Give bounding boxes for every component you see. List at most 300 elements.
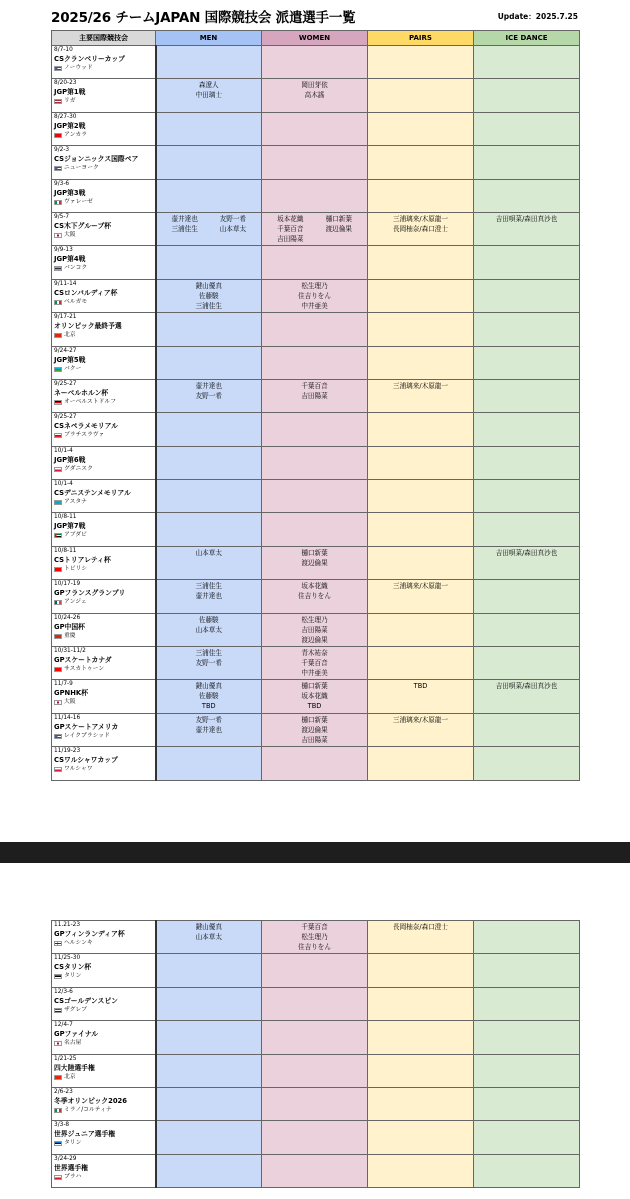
event-location — [54, 98, 153, 105]
event-name: 冬季オリンピック2026 — [54, 1096, 128, 1105]
skater-name: 三浦璃来/木原龍一 — [393, 381, 448, 390]
event-cell — [52, 713, 156, 746]
skater-name: 松生理乃 — [301, 615, 328, 624]
event-row — [52, 79, 580, 112]
skater-name: 千葉百音 — [301, 659, 328, 668]
skater-name: 三浦佳生 — [195, 582, 222, 591]
event-cell — [52, 921, 156, 954]
event-location — [54, 366, 153, 373]
skater-name: 三浦佳生 — [171, 224, 198, 233]
event-date: 3/3-8 — [54, 1122, 70, 1129]
event-name: JGP第7戦 — [54, 522, 86, 531]
ice-names — [478, 548, 575, 558]
event-location-label: バンコク — [64, 265, 88, 272]
men-cell — [156, 112, 262, 145]
women-cell — [262, 1154, 368, 1187]
event-date: 1/21-25 — [54, 1055, 77, 1062]
event-location-label: 北京 — [64, 1073, 76, 1080]
skater-name: 友野一希 — [219, 214, 247, 223]
pairs-cell — [368, 513, 474, 546]
event-location-label: ヘルシンキ — [64, 940, 93, 946]
event-location — [54, 633, 153, 640]
women-cell — [262, 747, 368, 780]
event-row — [52, 1087, 580, 1120]
event-location — [54, 940, 153, 947]
event-date: 8/20-23 — [54, 80, 77, 87]
event-date: 12/4-7 — [54, 1022, 73, 1029]
event-row — [52, 613, 580, 646]
women-cell — [262, 1054, 368, 1087]
event-cell — [52, 1121, 156, 1154]
italy-flag-icon — [54, 1108, 62, 1113]
women-names — [266, 715, 363, 745]
event-date: 10/1-4 — [54, 447, 73, 454]
event-cell — [52, 613, 156, 646]
skater-name: 松生理乃 — [301, 933, 328, 941]
women-cell — [262, 613, 368, 646]
skater-name: 千葉百音 — [277, 224, 304, 233]
men-cell — [156, 513, 262, 546]
assignment-table-page2 — [51, 920, 580, 1188]
skater-name: 渡辺倫果 — [301, 558, 328, 567]
japan-flag-icon — [54, 700, 62, 705]
pairs-names — [372, 922, 469, 932]
skater-name: 長岡柚奈/森口澄士 — [393, 224, 448, 233]
men-cell — [156, 212, 262, 245]
japan-flag-icon — [54, 233, 62, 238]
women-cell — [262, 921, 368, 954]
event-date: 11/14-16 — [54, 714, 81, 721]
women-names — [266, 648, 363, 678]
skater-name: 三浦璃来/木原龍一 — [393, 582, 448, 591]
event-cell — [52, 112, 156, 145]
ice-cell — [474, 1054, 580, 1087]
event-date: 11/19-23 — [54, 748, 81, 755]
event-name: GPスケートアメリカ — [54, 722, 119, 731]
event-location-label: タリン — [64, 1140, 82, 1147]
skater-name: 住吉りをん — [298, 291, 331, 300]
event-location — [54, 766, 153, 773]
skater-name: 三浦佳生 — [195, 301, 222, 310]
ice-cell — [474, 146, 580, 179]
pairs-cell — [368, 246, 474, 279]
men-cell — [156, 446, 262, 479]
event-cell — [52, 279, 156, 312]
ice-cell — [474, 747, 580, 780]
skater-name: 吉田唄菜/森田真沙也 — [495, 214, 558, 223]
pairs-cell — [368, 1054, 474, 1087]
women-cell — [262, 179, 368, 212]
event-location-label: 大阪 — [64, 699, 76, 706]
event-name: CSゴールデンスピン — [54, 996, 118, 1005]
men-names — [161, 281, 258, 311]
event-name: GPファイナル — [54, 1030, 99, 1039]
women-cell — [262, 446, 368, 479]
event-location-label: サスカトゥーン — [64, 666, 105, 673]
skater-name: 壷井達也 — [195, 381, 222, 390]
event-row — [52, 346, 580, 379]
women-cell — [262, 546, 368, 579]
women-names — [266, 615, 363, 645]
event-location — [54, 1140, 153, 1147]
event-row — [52, 713, 580, 746]
men-cell — [156, 313, 262, 346]
event-row — [52, 279, 580, 312]
ice-cell — [474, 379, 580, 412]
event-location — [54, 973, 153, 980]
women-cell — [262, 1121, 368, 1154]
pairs-names — [372, 214, 469, 234]
skater-name: 千葉百音 — [301, 381, 328, 390]
event-cell — [52, 79, 156, 112]
women-names — [266, 214, 363, 244]
men-cell — [156, 46, 262, 79]
men-cell — [156, 647, 262, 680]
event-cell — [52, 1054, 156, 1087]
skater-name: TBD — [413, 682, 428, 691]
event-name: JGP第3戦 — [54, 188, 86, 197]
event-date: 10/8-11 — [54, 514, 77, 521]
ice-cell — [474, 613, 580, 646]
women-cell — [262, 146, 368, 179]
skater-name: 吉田陽菜 — [301, 735, 328, 744]
skater-name: 壷井達也 — [171, 214, 198, 223]
skater-name: 青木祐奈 — [301, 649, 328, 658]
event-row — [52, 987, 580, 1020]
event-date: 11.21-23 — [54, 922, 81, 928]
ice-cell — [474, 346, 580, 379]
men-cell — [156, 680, 262, 713]
ice-cell — [474, 79, 580, 112]
women-cell — [262, 713, 368, 746]
pairs-cell — [368, 580, 474, 613]
event-location — [54, 1007, 153, 1014]
men-cell — [156, 1087, 262, 1120]
czech-flag-icon — [54, 1175, 62, 1180]
ice-cell — [474, 1021, 580, 1054]
women-names — [266, 581, 363, 601]
event-location — [54, 132, 153, 139]
event-name: CSタリン杯 — [54, 963, 92, 972]
event-location-label: ワルシャワ — [64, 766, 93, 773]
italy-flag-icon — [54, 200, 62, 205]
event-cell — [52, 1087, 156, 1120]
men-cell — [156, 346, 262, 379]
skater-name: 住吉りをん — [298, 943, 331, 951]
ice-cell — [474, 647, 580, 680]
pairs-cell — [368, 346, 474, 379]
skater-name: 三浦璃来/木原龍一 — [393, 214, 448, 223]
event-date: 9/25-27 — [54, 414, 77, 421]
event-location-label: ミラノ/コルティナ — [64, 1106, 112, 1113]
men-cell — [156, 79, 262, 112]
event-location-label: アンジェ — [64, 599, 87, 606]
event-location — [54, 432, 153, 439]
men-cell — [156, 413, 262, 446]
event-cell — [52, 680, 156, 713]
women-cell — [262, 46, 368, 79]
men-cell — [156, 379, 262, 412]
col-header-ice-dance: ICE DANCE — [474, 31, 580, 46]
ice-cell — [474, 313, 580, 346]
event-location — [54, 1074, 153, 1081]
event-date: 10/24-26 — [54, 614, 81, 621]
skater-name: 坂本花織 — [301, 582, 328, 591]
event-name: 世界選手権 — [54, 1163, 88, 1172]
ice-cell — [474, 246, 580, 279]
skater-name: 松生理乃 — [301, 281, 328, 290]
skater-name: 中井亜美 — [301, 669, 328, 678]
pairs-names — [372, 715, 469, 725]
skater-name: 渡辺倫果 — [301, 635, 328, 644]
men-names — [161, 681, 258, 711]
event-date: 10/17-19 — [54, 581, 81, 588]
event-row — [52, 379, 580, 412]
pairs-cell — [368, 446, 474, 479]
event-name: 四大陸選手権 — [54, 1063, 95, 1072]
men-cell — [156, 246, 262, 279]
women-cell — [262, 313, 368, 346]
event-location-label: アンカラ — [64, 131, 87, 138]
event-row — [52, 680, 580, 713]
event-cell — [52, 179, 156, 212]
men-names — [161, 381, 258, 401]
poland-flag-icon — [54, 767, 62, 772]
women-names — [266, 281, 363, 311]
event-location-label: リガ — [64, 98, 76, 105]
event-name: JGP第1戦 — [54, 88, 86, 97]
event-location-label: ニューヨーク — [64, 165, 99, 172]
skater-name: 樋口新葉 — [325, 214, 352, 223]
ice-cell — [474, 112, 580, 145]
event-date: 9/9-13 — [54, 247, 73, 254]
event-row — [52, 246, 580, 279]
event-cell — [52, 379, 156, 412]
pairs-cell — [368, 1087, 474, 1120]
pairs-cell — [368, 279, 474, 312]
usa-flag-icon — [54, 166, 62, 171]
pairs-cell — [368, 313, 474, 346]
event-location — [54, 1174, 153, 1181]
skater-name: TBD — [201, 702, 216, 711]
women-cell — [262, 246, 368, 279]
event-location — [54, 332, 153, 339]
col-header-men: MEN — [156, 31, 262, 46]
event-row — [52, 212, 580, 245]
event-row — [52, 146, 580, 179]
women-cell — [262, 413, 368, 446]
event-date: 9/5-7 — [54, 213, 70, 220]
event-name: CSネペラメモリアル — [54, 422, 118, 431]
event-row — [52, 112, 580, 145]
slovakia-flag-icon — [54, 433, 62, 438]
women-cell — [262, 112, 368, 145]
pairs-cell — [368, 379, 474, 412]
ice-cell — [474, 1121, 580, 1154]
ice-cell — [474, 212, 580, 245]
skater-name: 山本草太 — [195, 933, 222, 941]
event-name: GPフィンランディア杯 — [54, 930, 125, 938]
japan-flag-icon — [54, 1041, 62, 1046]
skater-name: 坂本花織 — [277, 214, 304, 223]
event-date: 9/2-3 — [54, 147, 70, 154]
event-location — [54, 599, 153, 606]
ice-cell — [474, 580, 580, 613]
event-location — [54, 299, 153, 306]
ice-cell — [474, 921, 580, 954]
event-name: CSデニステンメモリアル — [54, 489, 131, 498]
event-name: CSジョンニックス国際ペア — [54, 155, 139, 164]
event-date: 10/8-11 — [54, 547, 77, 554]
event-cell — [52, 246, 156, 279]
pairs-cell — [368, 146, 474, 179]
skater-name: 佐藤駿 — [198, 615, 219, 624]
men-names — [161, 715, 258, 735]
event-date: 9/24-27 — [54, 347, 77, 354]
women-names — [266, 548, 363, 568]
men-names — [161, 80, 258, 100]
event-location — [54, 532, 153, 539]
skater-name: 吉田陽菜 — [301, 391, 328, 400]
pairs-names — [372, 681, 469, 691]
skater-name: 吉田陽菜 — [301, 625, 328, 634]
men-cell — [156, 613, 262, 646]
skater-name: 友野一希 — [195, 659, 222, 668]
ice-cell — [474, 413, 580, 446]
pairs-cell — [368, 179, 474, 212]
pairs-cell — [368, 112, 474, 145]
event-location — [54, 1107, 153, 1114]
event-date: 11/25-30 — [54, 955, 81, 962]
skater-name: 千葉百音 — [301, 923, 328, 931]
ice-cell — [474, 987, 580, 1020]
event-name: JGP第4戦 — [54, 255, 86, 264]
ice-cell — [474, 46, 580, 79]
italy-flag-icon — [54, 300, 62, 305]
event-cell — [52, 580, 156, 613]
ice-cell — [474, 1087, 580, 1120]
event-name: JGP第2戦 — [54, 121, 86, 130]
event-row — [52, 480, 580, 513]
event-row — [52, 580, 580, 613]
event-name: GPNHK杯 — [54, 689, 89, 698]
france-flag-icon — [54, 600, 62, 605]
men-cell — [156, 580, 262, 613]
skater-name: 鍵山優真 — [195, 281, 222, 290]
poland-flag-icon — [54, 467, 62, 472]
pairs-cell — [368, 212, 474, 245]
women-names — [266, 681, 363, 711]
event-name: CSトリアレティ杯 — [54, 555, 111, 564]
event-name: CS木下グループ杯 — [54, 221, 112, 230]
women-names — [266, 381, 363, 401]
event-location-label: 重慶 — [64, 632, 76, 639]
skater-name: 坂本花織 — [301, 692, 328, 701]
skater-name: TBD — [307, 702, 322, 711]
event-date: 11/7-9 — [54, 681, 73, 688]
event-location-label: トビリシ — [64, 565, 88, 572]
women-cell — [262, 680, 368, 713]
usa-flag-icon — [54, 734, 62, 739]
skater-name: 山本草太 — [195, 548, 222, 557]
azerbaijan-flag-icon — [54, 367, 62, 372]
uae-flag-icon — [54, 533, 62, 538]
event-cell — [52, 1021, 156, 1054]
event-location-label: アブダビ — [64, 532, 87, 539]
event-cell — [52, 480, 156, 513]
col-header-women: WOMEN — [262, 31, 368, 46]
pairs-cell — [368, 921, 474, 954]
event-row — [52, 179, 580, 212]
germany-flag-icon — [54, 400, 62, 405]
event-row — [52, 46, 580, 79]
ice-cell — [474, 546, 580, 579]
col-header-event: 主要国際競技会 — [52, 31, 156, 46]
ice-names — [478, 681, 575, 691]
event-name: GPスケートカナダ — [54, 656, 112, 665]
event-row — [52, 921, 580, 954]
event-name: CSロンバルディア杯 — [54, 288, 118, 297]
pairs-cell — [368, 713, 474, 746]
event-name: GPフランスグランプリ — [54, 589, 126, 598]
skater-name: 山本草太 — [219, 224, 247, 233]
skater-name: 岡田芽依 — [301, 81, 328, 90]
event-location — [54, 699, 153, 706]
event-row — [52, 413, 580, 446]
skater-name: 樋口新葉 — [301, 548, 328, 557]
men-names — [161, 214, 258, 234]
pairs-names — [372, 581, 469, 591]
event-date: 12/3-6 — [54, 988, 73, 995]
women-cell — [262, 279, 368, 312]
event-cell — [52, 987, 156, 1020]
women-cell — [262, 379, 368, 412]
event-date: 9/25-27 — [54, 380, 77, 387]
pairs-cell — [368, 480, 474, 513]
estonia-flag-icon — [54, 974, 62, 979]
skater-name: 壷井達也 — [195, 592, 222, 601]
event-location-label: グダニスク — [64, 465, 93, 472]
event-cell — [52, 212, 156, 245]
women-cell — [262, 954, 368, 987]
men-cell — [156, 713, 262, 746]
skater-name: 三浦佳生 — [195, 649, 222, 658]
ice-cell — [474, 179, 580, 212]
women-names — [266, 80, 363, 100]
event-location-label: ヴァレーゼ — [64, 198, 93, 205]
men-cell — [156, 747, 262, 780]
pairs-cell — [368, 613, 474, 646]
event-cell — [52, 647, 156, 680]
skater-name: 鍵山優真 — [195, 682, 222, 691]
event-row — [52, 1054, 580, 1087]
page-title: 2025/26 チームJAPAN 国際競技会 派遣選手一覧 — [51, 10, 356, 26]
men-cell — [156, 1054, 262, 1087]
event-location — [54, 499, 153, 506]
event-cell — [52, 346, 156, 379]
event-date: 9/3-6 — [54, 180, 70, 187]
event-location — [54, 65, 153, 72]
pairs-cell — [368, 954, 474, 987]
event-location — [54, 165, 153, 172]
skater-name: 壷井達也 — [195, 725, 222, 734]
men-cell — [156, 987, 262, 1020]
event-location — [54, 466, 153, 473]
pairs-cell — [368, 647, 474, 680]
ice-cell — [474, 279, 580, 312]
skater-name: 森遼人 — [198, 81, 219, 90]
men-cell — [156, 546, 262, 579]
